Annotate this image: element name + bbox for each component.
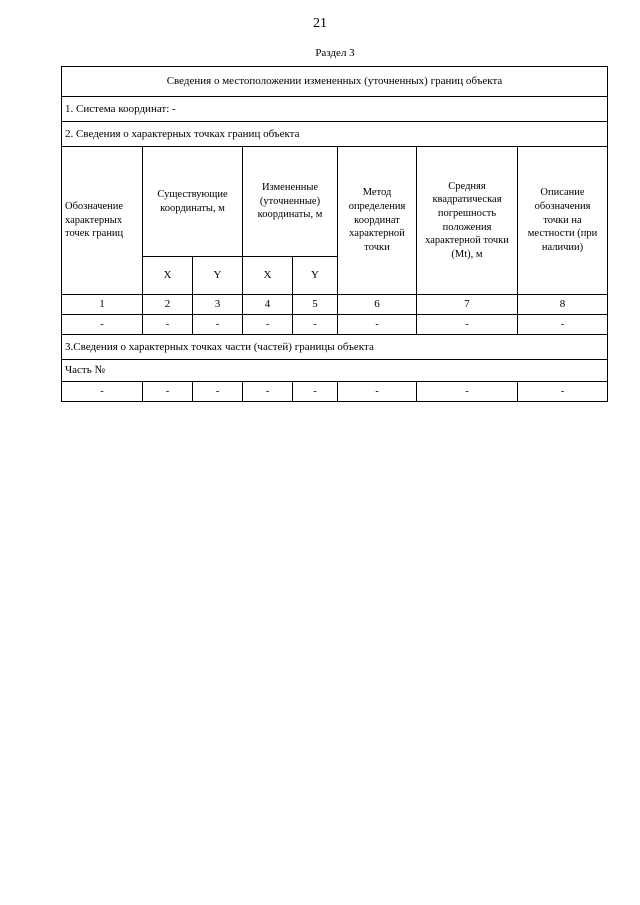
table-cell: -: [193, 382, 243, 402]
table-cell: -: [62, 315, 143, 335]
table-cell: -: [417, 315, 518, 335]
table-row: [62, 315, 608, 335]
points-heading: 2. Сведения о характерных точках границ объекта: [62, 122, 608, 147]
header-method: Метод определения координат характерной точки: [338, 147, 417, 295]
table-cell: -: [338, 382, 417, 402]
part-number-label: Часть №: [62, 360, 608, 382]
header-error: Средняя квадратическая погрешность положения характерной точки (Mt), м: [417, 147, 518, 295]
table-cell: -: [143, 382, 193, 402]
table-title: Сведения о местоположении измененных (уточненных) границ объекта: [62, 67, 608, 97]
header-description: Описание обозначения точки на местности (при наличии): [518, 147, 608, 295]
table-cell: -: [243, 315, 293, 335]
boundary-table: [61, 66, 608, 402]
header-x-existing: X: [143, 257, 193, 295]
coord-system-line: 1. Система координат: -: [62, 97, 608, 122]
header-x-changed: X: [243, 257, 293, 295]
table-cell: -: [338, 315, 417, 335]
section-label: Раздел 3: [315, 47, 355, 59]
table-cell: -: [62, 382, 143, 402]
header-designation: Обозначение характерных точек границ: [62, 147, 143, 295]
table-cell: -: [243, 382, 293, 402]
header-y-existing: Y: [193, 257, 243, 295]
table-cell: -: [417, 382, 518, 402]
table-cell: -: [293, 315, 338, 335]
table-cell: -: [518, 315, 608, 335]
table-cell: -: [143, 315, 193, 335]
column-number: 8: [518, 295, 608, 315]
parts-heading: 3.Сведения о характерных точках части (частей) границы объекта: [62, 335, 608, 360]
column-number: 1: [62, 295, 143, 315]
table-row: [62, 382, 608, 402]
header-y-changed: Y: [293, 257, 338, 295]
table-cell: -: [293, 382, 338, 402]
column-number: 3: [193, 295, 243, 315]
table-cell: -: [518, 382, 608, 402]
column-number: 5: [293, 295, 338, 315]
column-number: 6: [338, 295, 417, 315]
column-number: 4: [243, 295, 293, 315]
column-number: 7: [417, 295, 518, 315]
table-cell: -: [193, 315, 243, 335]
column-number: 2: [143, 295, 193, 315]
column-number-row: [62, 295, 608, 315]
header-changed-coords: Измененные (уточненные) координаты, м: [243, 147, 338, 257]
header-existing-coords: Существующие координаты, м: [143, 147, 243, 257]
page-number: 21: [313, 16, 327, 31]
